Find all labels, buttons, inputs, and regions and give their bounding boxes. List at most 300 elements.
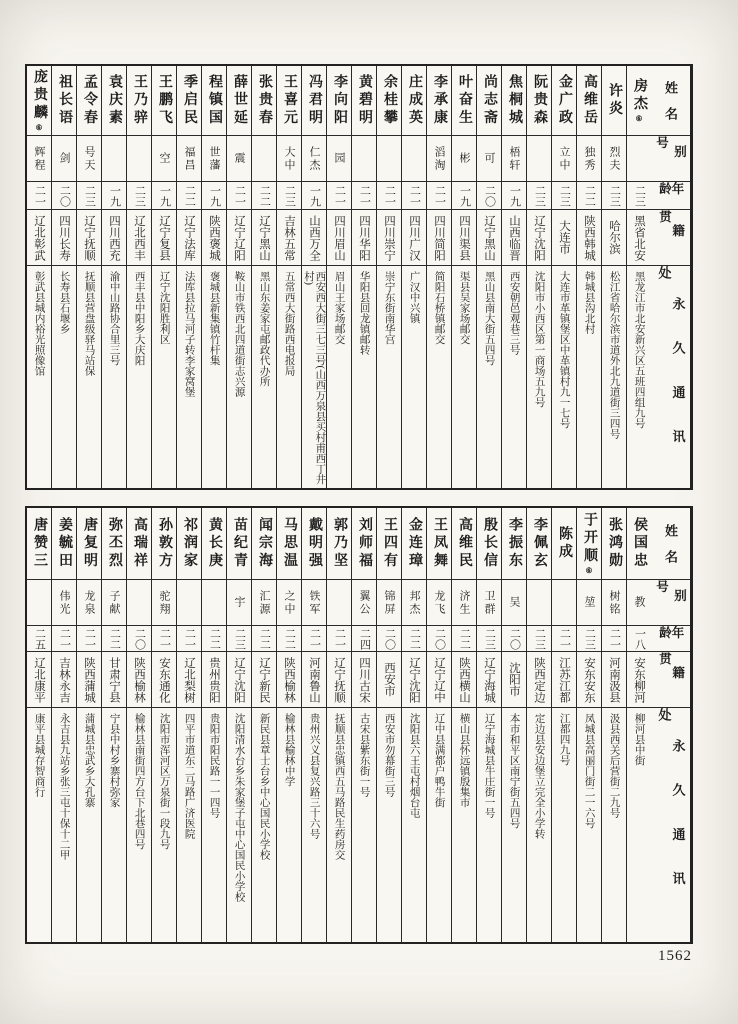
person-column — [27, 508, 51, 942]
person-name: 金连璋 — [407, 516, 422, 571]
name-cell — [377, 508, 401, 580]
address-cell: 四平市道东二马路广济医院 — [183, 713, 195, 839]
age-cell: 二一 — [602, 626, 626, 652]
address-cell: 蒲城县忠武乡大孔寨 — [83, 713, 95, 808]
address-cell: 贵州兴义县复兴路三十六号 — [308, 713, 320, 839]
age-cell: 二三 — [227, 626, 251, 652]
name-cell — [627, 66, 651, 136]
alias-cell: 仁杰 — [302, 136, 326, 182]
name-cell — [427, 66, 451, 136]
person-column — [426, 66, 451, 488]
native-cell: 山西万全 — [302, 210, 326, 266]
person-column — [576, 66, 601, 488]
person-name: 黄碧明 — [357, 73, 372, 128]
name-cell — [477, 66, 501, 136]
footnote-mark: ⑥ — [634, 114, 644, 124]
alias-cell: 烈夫 — [602, 136, 626, 182]
person-name: 唐赞三 — [32, 516, 47, 571]
age-cell: 一八 — [627, 626, 651, 652]
age-cell: 二二 — [452, 626, 476, 652]
name-cell — [52, 66, 76, 136]
name-cell — [327, 66, 351, 136]
name-cell — [527, 508, 551, 580]
native-cell: 辽北西丰 — [127, 210, 151, 266]
person-column — [376, 66, 401, 488]
age-cell: 二〇 — [502, 626, 526, 652]
directory-table-bottom — [25, 506, 693, 944]
address-cell: 大连市革镇堡区中革镇村九一七号 — [558, 271, 570, 429]
age-cell: 二四 — [352, 626, 376, 652]
alias-cell: 龙泉 — [77, 580, 101, 626]
age-cell: 二三 — [127, 182, 151, 210]
person-column — [601, 508, 626, 942]
name-cell — [127, 508, 151, 580]
person-column — [626, 508, 651, 942]
age-cell: 二一 — [377, 182, 401, 210]
age-cell: 二〇 — [127, 626, 151, 652]
address-cell: 榆林县榆林中学 — [283, 713, 295, 787]
age-cell: 二一 — [402, 182, 426, 210]
alias-cell — [127, 580, 151, 626]
person-column — [451, 508, 476, 942]
name-cell — [577, 508, 601, 580]
address-cell: 抚顺县忠镇西五马路民生药房交 — [333, 713, 345, 860]
address-cell: 松江省哈尔滨市道外北九道街三四号 — [608, 271, 620, 439]
age-cell: 二三 — [527, 626, 551, 652]
alias-cell: 滔淘 — [427, 136, 451, 182]
name-cell — [52, 508, 76, 580]
person-name: 祖长语 — [57, 73, 72, 128]
name-cell — [202, 66, 226, 136]
alias-cell: 子献 — [102, 580, 126, 626]
native-cell: 吉林永吉 — [52, 652, 76, 708]
native-cell: 辽宁新民 — [252, 652, 276, 708]
native-cell: 陕西褒城 — [202, 210, 226, 266]
name-cell — [277, 508, 301, 580]
name-cell — [402, 508, 426, 580]
native-cell: 辽宁法库 — [177, 210, 201, 266]
native-cell: 辽宁沈阳 — [227, 652, 251, 708]
address-cell: 本市和平区南宁街五四号 — [508, 713, 520, 829]
person-column — [276, 66, 301, 488]
person-name: 孙敦方 — [157, 516, 172, 571]
native-cell: 河南鲁山 — [302, 652, 326, 708]
alias-cell: 世藩 — [202, 136, 226, 182]
alias-cell — [202, 580, 226, 626]
native-cell: 陕西榆林 — [277, 652, 301, 708]
person-column — [151, 508, 176, 942]
name-cell — [77, 66, 101, 136]
header-cell-alias: 别号 — [651, 136, 690, 182]
footnote-mark: ⑥ — [34, 123, 44, 133]
age-cell: 二一 — [302, 626, 326, 652]
address-cell: 黑山东姜家屯邮政代办所 — [258, 271, 270, 387]
native-cell: 哈尔滨 — [602, 210, 626, 266]
native-cell: 大连市 — [552, 210, 576, 266]
age-cell: 二〇 — [52, 182, 76, 210]
header-cell-address: 永久通讯处 — [656, 708, 686, 916]
age-cell: 二〇 — [427, 626, 451, 652]
age-cell: 二一 — [27, 182, 51, 210]
person-column — [176, 66, 201, 488]
address-cell: 渠县吴家场邮交 — [458, 271, 470, 345]
native-cell: 贵州贵阳 — [202, 652, 226, 708]
name-cell — [277, 66, 301, 136]
header-cell-alias: 别号 — [651, 580, 690, 626]
age-cell: 二二 — [177, 182, 201, 210]
name-cell — [152, 66, 176, 136]
person-name: 郭乃坚 — [332, 516, 347, 571]
native-cell: 辽宁复县 — [152, 210, 176, 266]
person-name: 阮贵森 — [532, 73, 547, 128]
name-cell — [302, 508, 326, 580]
person-name: 张鸿勋 — [607, 516, 622, 571]
person-name: 高瑞祥 — [132, 516, 147, 571]
age-cell: 二一 — [77, 626, 101, 652]
name-cell — [352, 66, 376, 136]
native-cell: 辽宁抚顺 — [77, 210, 101, 266]
person-name: 苗纪青 — [232, 516, 247, 571]
person-name: 闻宗海 — [257, 516, 272, 571]
name-cell — [627, 508, 651, 580]
person-column — [76, 508, 101, 942]
directory-table-top — [25, 64, 693, 490]
native-cell: 安东通化 — [152, 652, 176, 708]
native-cell: 辽北康平 — [27, 652, 51, 708]
alias-cell: 福昌 — [177, 136, 201, 182]
person-name: 王凤舞 — [432, 516, 447, 571]
age-cell: 二〇 — [377, 626, 401, 652]
alias-cell — [27, 580, 51, 626]
address-cell: 辽宁海城县牛庄街一号 — [483, 713, 495, 818]
address-cell: 柳河县中街 — [633, 713, 645, 766]
person-column — [101, 508, 126, 942]
person-column — [401, 66, 426, 488]
person-column — [226, 508, 251, 942]
name-cell — [27, 66, 51, 136]
alias-cell — [552, 580, 576, 626]
person-column — [551, 66, 576, 488]
age-cell: 二二 — [577, 182, 601, 210]
age-cell: 二二 — [202, 626, 226, 652]
name-cell — [352, 508, 376, 580]
person-column — [126, 66, 151, 488]
person-column — [251, 66, 276, 488]
person-name: 于开顺 — [582, 511, 597, 566]
alias-cell: 彬 — [452, 136, 476, 182]
age-cell: 一九 — [152, 182, 176, 210]
name-cell — [552, 66, 576, 136]
age-cell: 二五 — [27, 626, 51, 652]
address-cell: 定边县安边堡立完全小学转 — [533, 713, 545, 839]
name-cell — [602, 508, 626, 580]
native-cell: 安东安东 — [577, 652, 601, 708]
person-name: 刘师福 — [357, 516, 372, 571]
age-cell: 二二 — [402, 626, 426, 652]
address-cell: 眉山王家场邮交 — [333, 271, 345, 345]
alias-cell: 可 — [477, 136, 501, 182]
address-cell: 贵阳市阳民路一一四号 — [208, 713, 220, 818]
address-cell: 新民县章士台乡中心国民小学校 — [258, 713, 270, 860]
native-cell: 西安市 — [377, 652, 401, 708]
name-cell — [227, 508, 251, 580]
person-name: 季启民 — [182, 73, 197, 128]
footnote-mark: ⑥ — [584, 566, 594, 576]
person-column — [501, 508, 526, 942]
age-cell: 二一 — [152, 626, 176, 652]
alias-cell — [377, 136, 401, 182]
person-name: 黄长庚 — [207, 516, 222, 571]
person-name: 房杰 — [632, 77, 647, 114]
header-cell-name: 姓名 — [651, 508, 690, 580]
address-cell: 沈阳市小西区第一商场五九号 — [533, 271, 545, 408]
age-cell: 二一 — [552, 626, 576, 652]
person-column — [476, 66, 501, 488]
alias-cell: 大中 — [277, 136, 301, 182]
name-cell — [152, 508, 176, 580]
address-cell: 辽宁沈阳胜利区 — [158, 271, 170, 345]
person-name: 祁润家 — [182, 516, 197, 571]
person-column — [126, 508, 151, 942]
native-cell: 四川崇宁 — [377, 210, 401, 266]
name-cell — [502, 66, 526, 136]
alias-cell: 铁军 — [302, 580, 326, 626]
person-name: 孟令春 — [82, 73, 97, 128]
native-cell: 辽宁海城 — [477, 652, 501, 708]
age-cell: 二二 — [252, 626, 276, 652]
native-cell: 辽宁沈阳 — [402, 652, 426, 708]
address-cell: 沈阳清水台乡朱家堡子屯中心国民小学校 — [233, 713, 245, 902]
name-cell — [177, 508, 201, 580]
alias-cell: 立中 — [552, 136, 576, 182]
name-cell — [477, 508, 501, 580]
age-cell: 二一 — [327, 182, 351, 210]
native-cell: 辽宁沈阳 — [527, 210, 551, 266]
person-name: 冯君明 — [307, 73, 322, 128]
name-cell — [202, 508, 226, 580]
name-cell — [527, 66, 551, 136]
address-cell: 沈阳县六王屯村烟台屯 — [408, 713, 420, 818]
person-column — [176, 508, 201, 942]
name-cell — [377, 66, 401, 136]
person-name: 袁庆素 — [107, 73, 122, 128]
header-column — [651, 66, 691, 488]
person-column — [326, 508, 351, 942]
address-cell: 黑龙江市北安新兴区五班四组九号 — [633, 271, 645, 429]
native-cell: 辽宁黑山 — [252, 210, 276, 266]
person-name: 余桂攀 — [382, 73, 397, 128]
person-name: 李振东 — [507, 516, 522, 571]
person-column — [351, 508, 376, 942]
age-cell: 二二 — [252, 182, 276, 210]
header-cell-age: 年龄 — [651, 182, 690, 210]
person-name: 李承康 — [432, 73, 447, 128]
age-cell: 一九 — [102, 182, 126, 210]
address-cell: 黑山县南大街五四号 — [483, 271, 495, 366]
person-column — [376, 508, 401, 942]
native-cell: 陕西韩城 — [577, 210, 601, 266]
alias-cell: 剑 — [52, 136, 76, 182]
header-column — [651, 508, 691, 942]
name-cell — [427, 508, 451, 580]
name-cell — [452, 508, 476, 580]
name-cell — [252, 508, 276, 580]
person-name: 庞贵麟 — [32, 68, 47, 123]
alias-cell: 龙飞 — [427, 580, 451, 626]
person-name: 庄成英 — [407, 73, 422, 128]
native-cell: 四川华阳 — [352, 210, 376, 266]
person-name: 尚志斋 — [482, 73, 497, 128]
native-cell: 安东柳河 — [627, 652, 651, 708]
person-column — [151, 66, 176, 488]
address-cell: 华阳县回龙镇邮转 — [358, 271, 370, 355]
alias-cell: 卫群 — [477, 580, 501, 626]
native-cell: 甘肃宁县 — [102, 652, 126, 708]
age-cell: 二三 — [477, 626, 501, 652]
person-name: 高维岳 — [582, 73, 597, 128]
alias-cell — [177, 580, 201, 626]
age-cell: 二三 — [602, 182, 626, 210]
name-cell — [102, 66, 126, 136]
address-cell: 辽中县满都户鸭牛街 — [433, 713, 445, 808]
address-cell: 抚顺县营盘级驿马站保 — [83, 271, 95, 376]
alias-cell: 梧轩 — [502, 136, 526, 182]
header-cell-name: 姓名 — [651, 66, 690, 136]
person-column — [276, 508, 301, 942]
address-cell: 韩城县沟北村 — [583, 271, 595, 334]
address-cell: 江都四九号 — [558, 713, 570, 766]
age-cell: 二一 — [327, 626, 351, 652]
person-name: 焦桐城 — [507, 73, 522, 128]
age-cell: 一九 — [502, 182, 526, 210]
native-cell: 黑省北安 — [627, 210, 651, 266]
alias-cell — [127, 136, 151, 182]
alias-cell — [102, 136, 126, 182]
person-column — [526, 508, 551, 942]
name-cell — [577, 66, 601, 136]
native-cell: 陕西榆林 — [127, 652, 151, 708]
name-cell — [552, 508, 576, 580]
age-cell: 二三 — [77, 182, 101, 210]
native-cell: 辽宁抚顺 — [327, 652, 351, 708]
native-cell: 山西临晋 — [502, 210, 526, 266]
person-name: 殷长信 — [482, 516, 497, 571]
age-cell: 二〇 — [477, 182, 501, 210]
alias-cell: 号天 — [77, 136, 101, 182]
address-cell: 西安市勿幕街三号 — [383, 713, 395, 797]
person-column — [101, 66, 126, 488]
age-cell: 二三 — [552, 182, 576, 210]
age-cell: 二一 — [52, 626, 76, 652]
alias-cell — [527, 136, 551, 182]
alias-cell: 辉程 — [27, 136, 51, 182]
address-cell: 褒城县新集镇竹杆集 — [208, 271, 220, 366]
name-cell — [177, 66, 201, 136]
address-cell: 西丰县中阳乡大庆阳 — [133, 271, 145, 366]
person-column — [551, 508, 576, 942]
person-column — [51, 508, 76, 942]
name-cell — [27, 508, 51, 580]
address-cell: 汲县西关后营街二九号 — [608, 713, 620, 818]
address-cell: 康平县城存智商行 — [33, 713, 45, 797]
person-column — [301, 508, 326, 942]
alias-cell: 汇源 — [252, 580, 276, 626]
age-cell: 二一 — [177, 626, 201, 652]
native-cell: 四川简阳 — [427, 210, 451, 266]
alias-cell — [352, 136, 376, 182]
person-column — [201, 66, 226, 488]
address-cell: 长寿县石堰乡 — [58, 271, 70, 334]
address-cell: 古宋县紫东街一号 — [358, 713, 370, 797]
person-column — [201, 508, 226, 942]
person-column — [601, 66, 626, 488]
person-column — [401, 508, 426, 942]
name-cell — [302, 66, 326, 136]
native-cell: 吉林五常 — [277, 210, 301, 266]
age-cell: 二二 — [277, 626, 301, 652]
age-cell: 二一 — [352, 182, 376, 210]
alias-cell: 堃 — [577, 580, 601, 626]
native-cell: 四川长寿 — [52, 210, 76, 266]
person-column — [576, 508, 601, 942]
alias-cell: 翼公 — [352, 580, 376, 626]
name-cell — [102, 508, 126, 580]
native-cell: 辽北梨树 — [177, 652, 201, 708]
alias-cell: 济生 — [452, 580, 476, 626]
person-name: 李佩玄 — [532, 516, 547, 571]
name-cell — [327, 508, 351, 580]
address-cell: 沈阳市浑河区万泉街一段九号 — [158, 713, 170, 850]
address-cell: 五常西大街路西电报局 — [283, 271, 295, 376]
alias-cell: 教 — [627, 580, 651, 626]
name-cell — [227, 66, 251, 136]
age-cell: 二二 — [102, 626, 126, 652]
address-cell: 广汉中兴镇 — [408, 271, 420, 324]
person-column — [301, 66, 326, 488]
name-cell — [502, 508, 526, 580]
native-cell: 四川广汉 — [402, 210, 426, 266]
address-cell: 横山县怀远镇殷集市 — [458, 713, 470, 808]
person-name: 李向阳 — [332, 73, 347, 128]
header-cell-native: 籍贯 — [651, 210, 690, 266]
address-cell: 西安西大街三七三号(山西万泉县买村甫西丁井村) — [303, 271, 326, 485]
alias-cell: 独秀 — [577, 136, 601, 182]
person-name: 金广政 — [557, 73, 572, 128]
person-name: 程镇国 — [207, 73, 222, 128]
native-cell: 陕西定边 — [527, 652, 551, 708]
native-cell: 陕西蒲城 — [77, 652, 101, 708]
address-cell: 崇宁东街南华宫 — [383, 271, 395, 345]
alias-cell: 园 — [327, 136, 351, 182]
address-cell: 渝中山路协合里三号 — [108, 271, 120, 366]
address-cell: 榆林县南街四方台下北巷四号 — [133, 713, 145, 850]
person-name: 薛世延 — [232, 73, 247, 128]
name-cell — [452, 66, 476, 136]
alias-cell: 邦杰 — [402, 580, 426, 626]
person-column — [426, 508, 451, 942]
person-column — [226, 66, 251, 488]
name-cell — [252, 66, 276, 136]
person-column — [251, 508, 276, 942]
age-cell: 二三 — [577, 626, 601, 652]
header-cell-age: 年龄 — [651, 626, 690, 652]
alias-cell: 震 — [227, 136, 251, 182]
age-cell: 二三 — [627, 182, 651, 210]
address-cell: 西安朝邑观巷三号 — [508, 271, 520, 355]
person-name: 弥丕烈 — [107, 516, 122, 571]
alias-cell: 驼翔 — [152, 580, 176, 626]
native-cell: 辽宁黑山 — [477, 210, 501, 266]
